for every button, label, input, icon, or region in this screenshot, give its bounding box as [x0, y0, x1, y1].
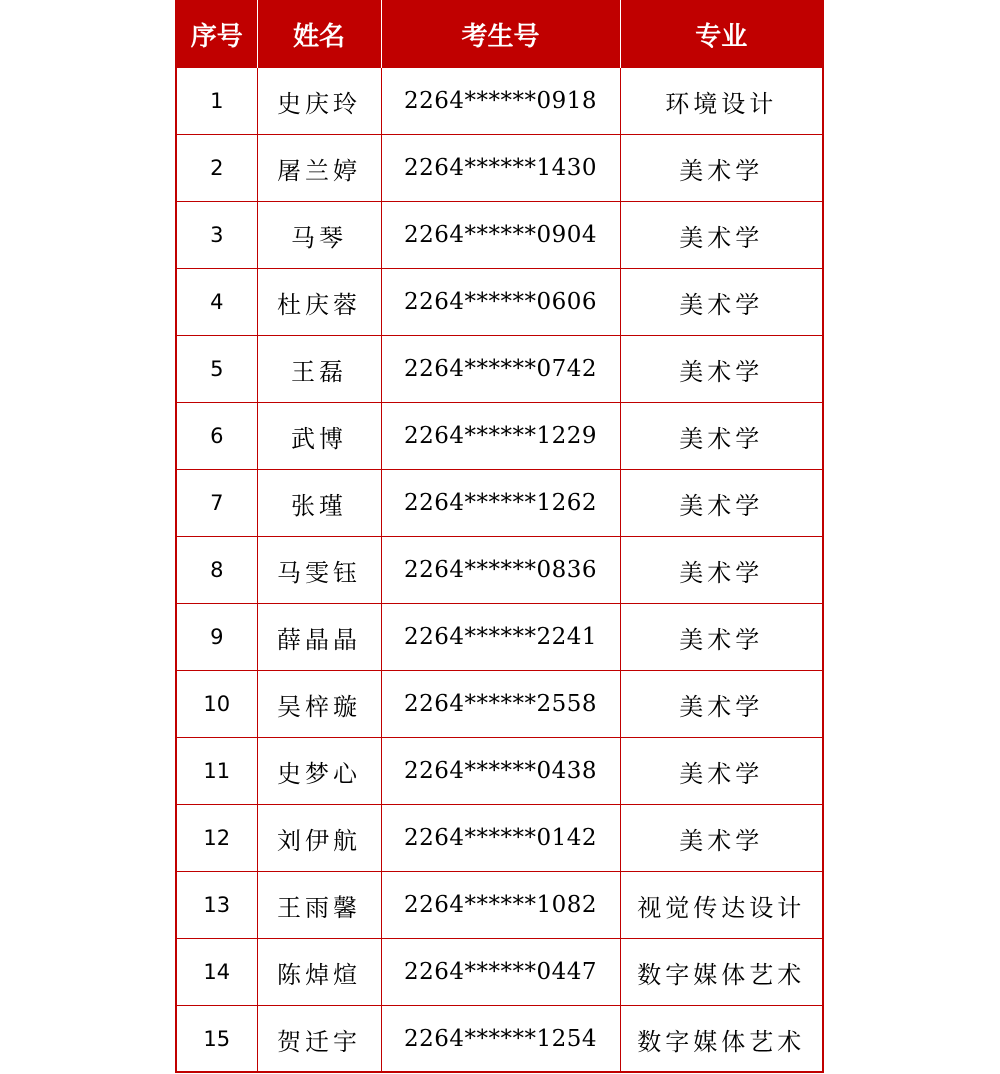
cell-seq: 8 [177, 537, 257, 604]
cell-name: 武博 [257, 403, 381, 470]
cell-exam-id: 2264******0447 [381, 939, 620, 1006]
cell-name: 马雯钰 [257, 537, 381, 604]
cell-major: 美术学 [620, 738, 822, 805]
cell-seq: 13 [177, 872, 257, 939]
cell-seq: 9 [177, 604, 257, 671]
cell-seq: 6 [177, 403, 257, 470]
table-row [177, 805, 822, 872]
cell-seq: 1 [177, 68, 257, 135]
cell-seq: 7 [177, 470, 257, 537]
cell-name: 史梦心 [257, 738, 381, 805]
cell-name: 史庆玲 [257, 68, 381, 135]
table-row [177, 470, 822, 537]
cell-exam-id: 2264******2241 [381, 604, 620, 671]
cell-exam-id: 2264******0904 [381, 202, 620, 269]
cell-seq: 3 [177, 202, 257, 269]
table-row [177, 738, 822, 805]
cell-seq: 10 [177, 671, 257, 738]
header-seq: 序号 [177, 0, 257, 68]
cell-seq: 12 [177, 805, 257, 872]
cell-major: 美术学 [620, 537, 822, 604]
cell-seq: 11 [177, 738, 257, 805]
cell-major: 视觉传达设计 [620, 872, 822, 939]
cell-exam-id: 2264******1254 [381, 1006, 620, 1073]
cell-exam-id: 2264******0742 [381, 336, 620, 403]
admission-list-table [175, 0, 824, 1073]
cell-name: 陈焯煊 [257, 939, 381, 1006]
cell-exam-id: 2264******1430 [381, 135, 620, 202]
cell-name: 屠兰婷 [257, 135, 381, 202]
cell-seq: 2 [177, 135, 257, 202]
cell-exam-id: 2264******0142 [381, 805, 620, 872]
cell-exam-id: 2264******1262 [381, 470, 620, 537]
table-row [177, 336, 822, 403]
table-header-row [177, 0, 822, 68]
cell-seq: 14 [177, 939, 257, 1006]
cell-name: 张瑾 [257, 470, 381, 537]
table-row [177, 68, 822, 135]
table-row [177, 269, 822, 336]
cell-major: 美术学 [620, 604, 822, 671]
cell-major: 美术学 [620, 336, 822, 403]
cell-major: 美术学 [620, 202, 822, 269]
table-row [177, 403, 822, 470]
cell-name: 刘伊航 [257, 805, 381, 872]
cell-name: 贺迁宇 [257, 1006, 381, 1073]
table-body [177, 68, 822, 1072]
cell-major: 数字媒体艺术 [637, 1027, 806, 1056]
cell-seq: 15 [177, 1006, 257, 1073]
cell-major: 美术学 [620, 135, 822, 202]
table-row [177, 872, 822, 939]
table-row [177, 671, 822, 738]
cell-major: 美术学 [620, 403, 822, 470]
cell-name: 吴梓璇 [257, 671, 381, 738]
cell-major: 美术学 [620, 470, 822, 537]
student-table [177, 0, 822, 1072]
cell-name: 王雨馨 [257, 872, 381, 939]
cell-seq: 5 [177, 336, 257, 403]
table-row [177, 537, 822, 604]
cell-exam-id: 2264******0438 [381, 738, 620, 805]
cell-major: 美术学 [620, 269, 822, 336]
cell-exam-id: 2264******1082 [381, 872, 620, 939]
cell-name: 杜庆蓉 [257, 269, 381, 336]
cell-major: 美术学 [620, 671, 822, 738]
table-row [177, 202, 822, 269]
cell-major: 环境设计 [620, 68, 822, 135]
table-row [177, 604, 822, 671]
cell-major: 美术学 [620, 805, 822, 872]
cell-name: 薛晶晶 [257, 604, 381, 671]
cell-name: 马琴 [257, 202, 381, 269]
cell-exam-id: 2264******0836 [381, 537, 620, 604]
table-row [177, 939, 822, 1006]
table-row [177, 135, 822, 202]
cell-exam-id: 2264******1229 [381, 403, 620, 470]
table-row [177, 1006, 822, 1073]
header-exam-id: 考生号 [381, 0, 620, 68]
cell-seq: 4 [177, 269, 257, 336]
cell-exam-id: 2264******2558 [381, 671, 620, 738]
header-major: 专业 [620, 0, 822, 68]
cell-major: 数字媒体艺术 [620, 939, 822, 1006]
cell-exam-id: 2264******0918 [381, 68, 620, 135]
header-name: 姓名 [257, 0, 381, 68]
cell-name: 王磊 [257, 336, 381, 403]
cell-exam-id: 2264******0606 [381, 269, 620, 336]
